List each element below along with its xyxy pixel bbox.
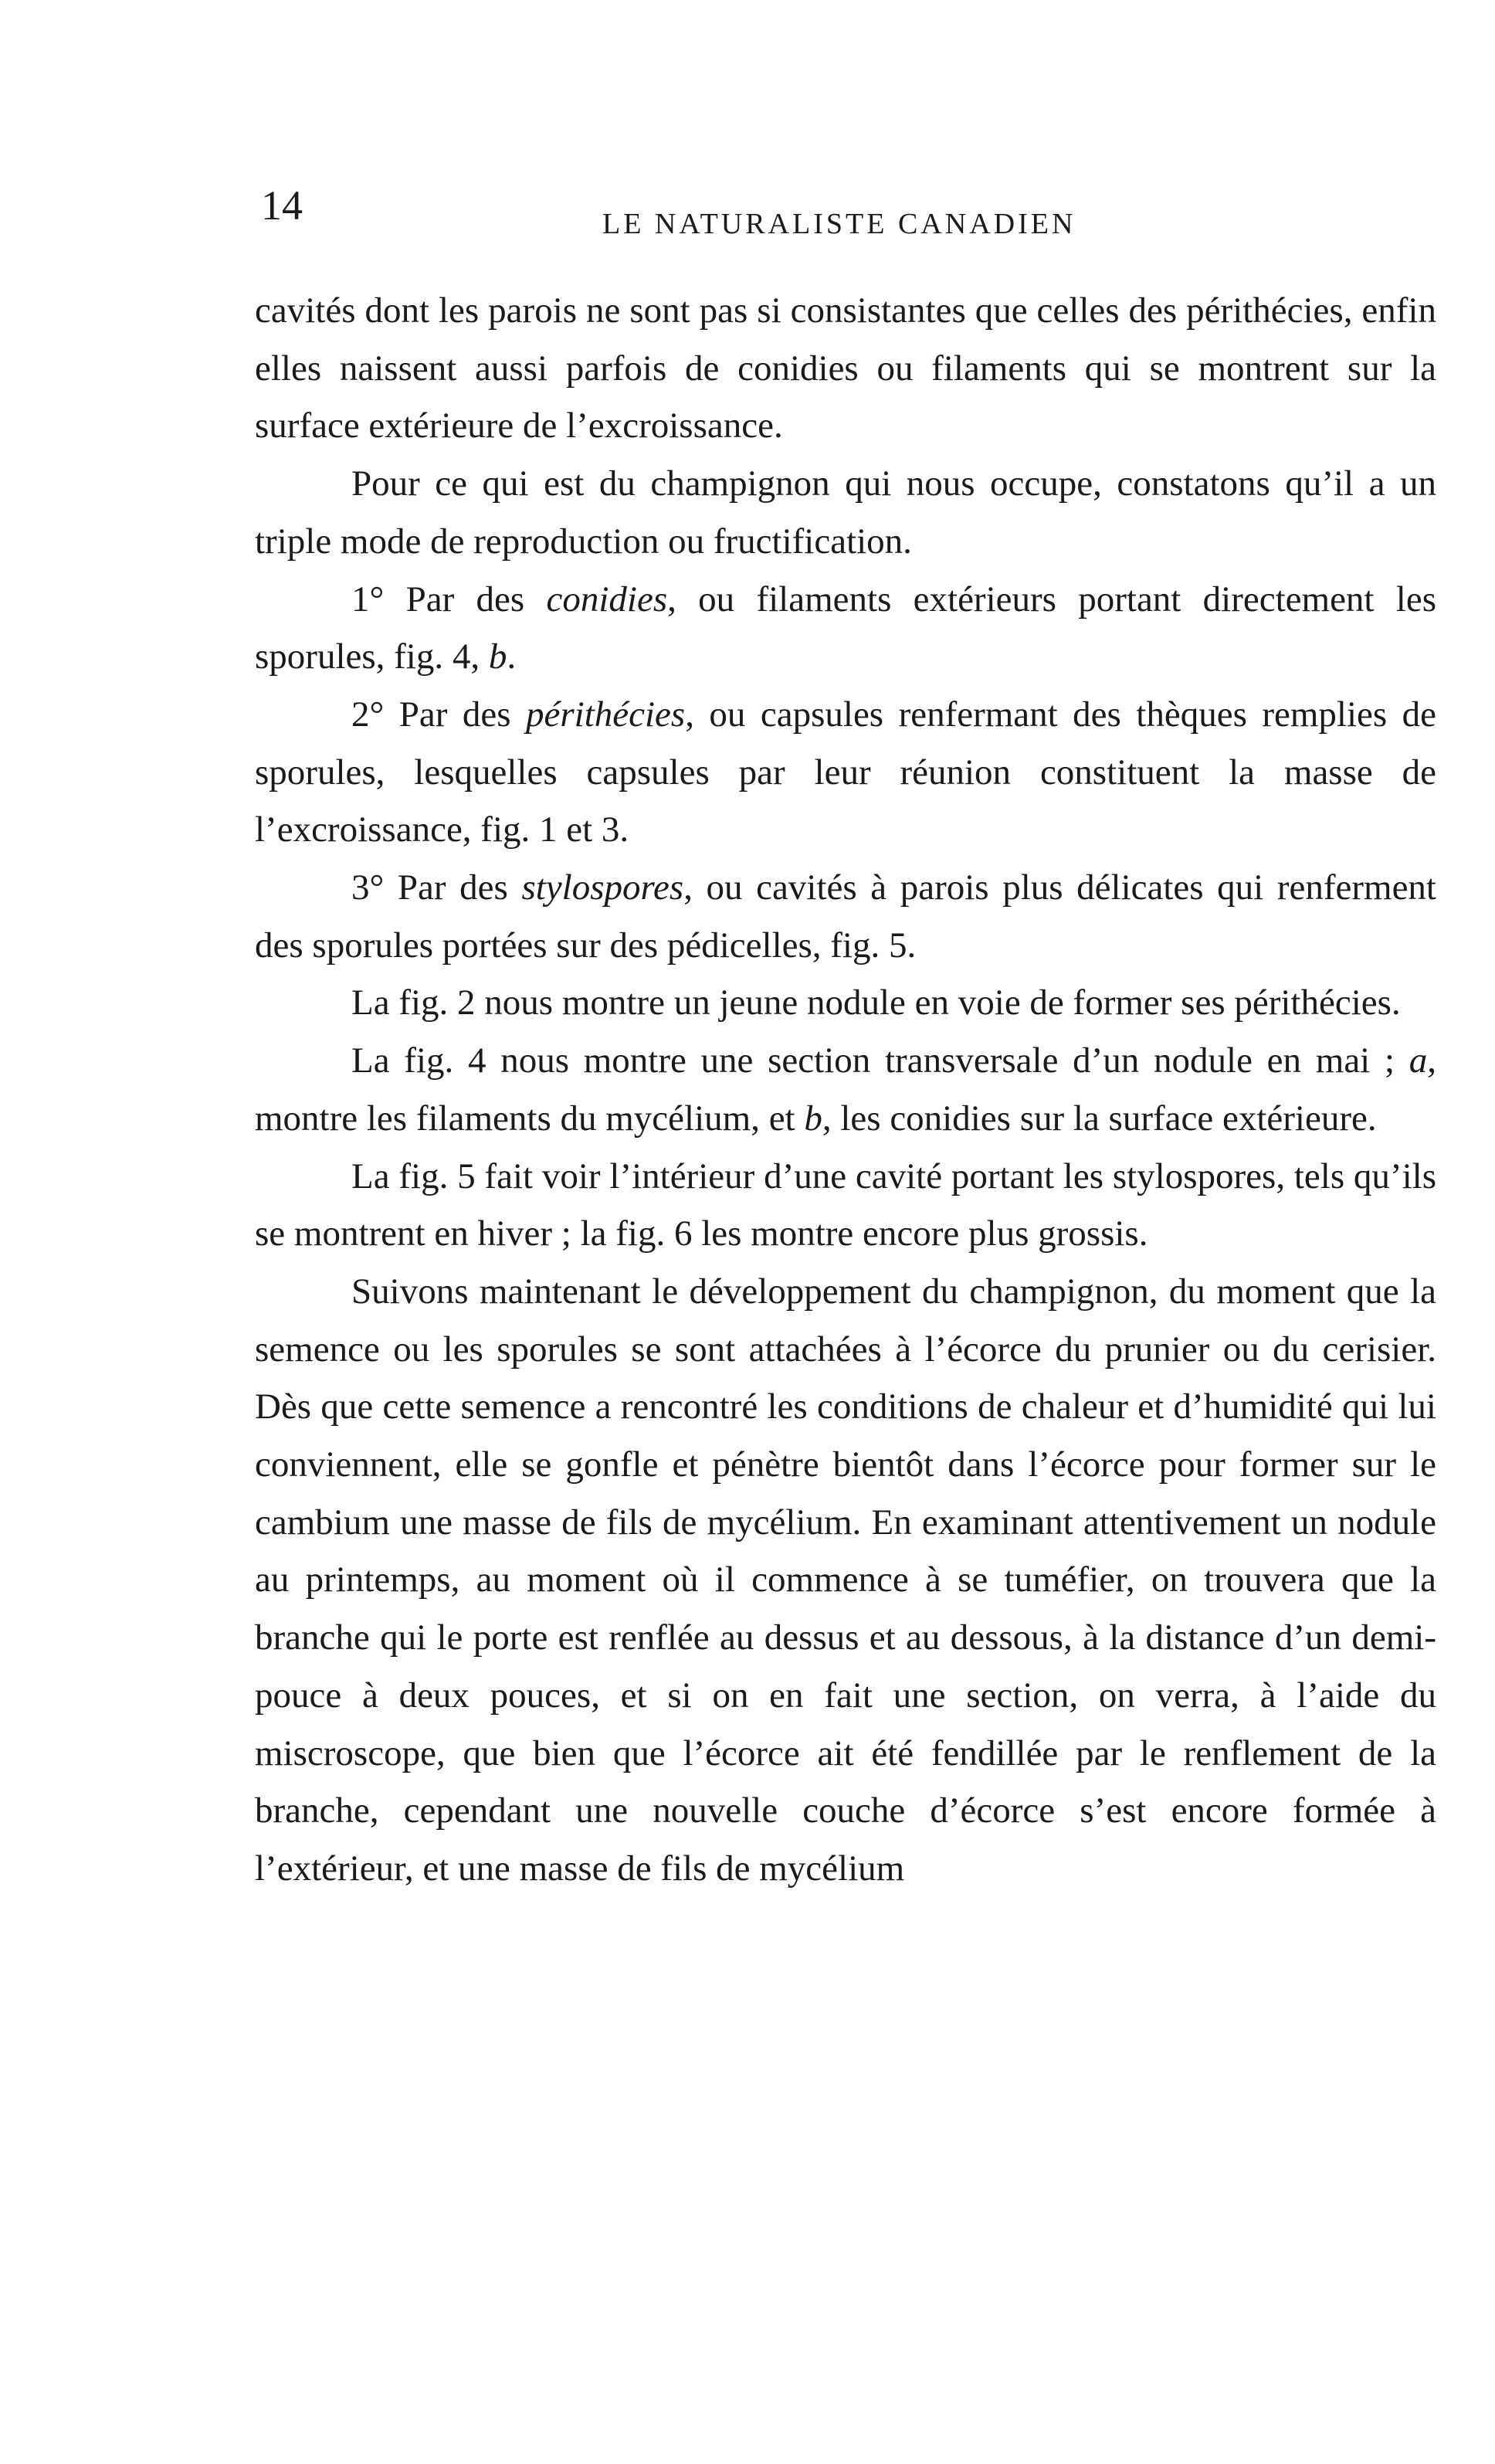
term-perithecies: périthécies — [526, 694, 686, 735]
figure-letter-b: b — [488, 636, 507, 677]
paragraph-3-run: , ou filaments extérieurs portant directement les sporules, fig. 4, — [255, 579, 1436, 677]
paragraph-7 — [255, 1032, 1436, 1147]
figure-letter-b: b — [804, 1098, 822, 1139]
paragraph-3 — [255, 571, 1436, 686]
paragraph-5 — [255, 859, 1436, 974]
running-title: LE NATURALISTE CANADIEN — [602, 208, 1076, 240]
paragraph-7-run: , montre les filaments du mycélium, et — [255, 1040, 1436, 1139]
term-conidies: conidies — [546, 579, 668, 619]
paragraph-9-text: Suivons maintenant le développement du champignon, du moment que la semence ou les sporules se sont attachées à l’écorce du prunier ou du cerisier. Dès que cette semence a rencontré les conditions de chaleur et d’humidité qui lui conviennent, elle se gonfle et pénètre bientôt dans l’écorce pour former sur le cambium une masse de fils de mycélium. En examinant attentivement un nodule au printemps, au moment où il commence à se tuméfier, on trouvera que la branche qui le porte est renflée au dessus et au dessous, à la distance d’un demi-pouce à deux pouces, et si on en fait une section, on verra, à l’aide du miscroscope, que bien que l’écorce ait été fendillée par le renflement de la branche, cependant une nouvelle couche d’écorce s’est encore formée à l’extérieur, et une masse de fils de mycélium — [255, 1271, 1436, 1889]
paragraph-8 — [255, 1148, 1436, 1263]
paragraph-6 — [255, 974, 1436, 1032]
paragraph-5-run: , ou cavités à parois plus délicates qui renferment des sporules portées sur des pédicelles, fig. 5. — [255, 867, 1436, 966]
paragraph-4-run: 2° Par des — [351, 694, 526, 735]
paragraph-4 — [255, 686, 1436, 859]
term-stylospores: stylospores — [521, 867, 684, 908]
paragraph-2 — [255, 455, 1436, 570]
page-number: 14 — [261, 182, 303, 229]
body-text — [255, 282, 1436, 1898]
paragraph-8-text: La fig. 5 fait voir l’intérieur d’une cavité portant les stylospores, tels qu’ils se montrent en hiver ; la fig. 6 les montre encore plus grossis. — [255, 1156, 1436, 1254]
paragraph-1 — [255, 282, 1436, 455]
paragraph-1-text: cavités dont les parois ne sont pas si consistantes que celles des périthécies, enfin elles naissent aussi parfois de conidies ou filaments qui se montrent sur la surface extérieure de l’excroissance. — [255, 290, 1436, 446]
paragraph-5-run: 3° Par des — [351, 867, 522, 908]
paragraph-3-run: 1° Par des — [351, 579, 547, 619]
paragraph-6-text: La fig. 2 nous montre un jeune nodule en voie de former ses périthécies. — [351, 983, 1401, 1023]
figure-letter-a: a — [1409, 1040, 1428, 1081]
paragraph-2-text: Pour ce qui est du champignon qui nous occupe, constatons qu’il a un triple mode de reproduction ou fructification. — [255, 463, 1436, 562]
paragraph-3-run: . — [507, 636, 517, 677]
paragraph-9 — [255, 1263, 1436, 1898]
paragraph-7-run: , les conidies sur la surface extérieure. — [822, 1098, 1377, 1139]
paragraph-7-run: La fig. 4 nous montre une section transversale d’un nodule en mai ; — [351, 1040, 1409, 1081]
paragraph-4-run: , ou capsules renfermant des thèques remplies de sporules, lesquelles capsules par leur réunion constituent la masse de l’excroissance, fig. 1 et 3. — [255, 694, 1436, 850]
